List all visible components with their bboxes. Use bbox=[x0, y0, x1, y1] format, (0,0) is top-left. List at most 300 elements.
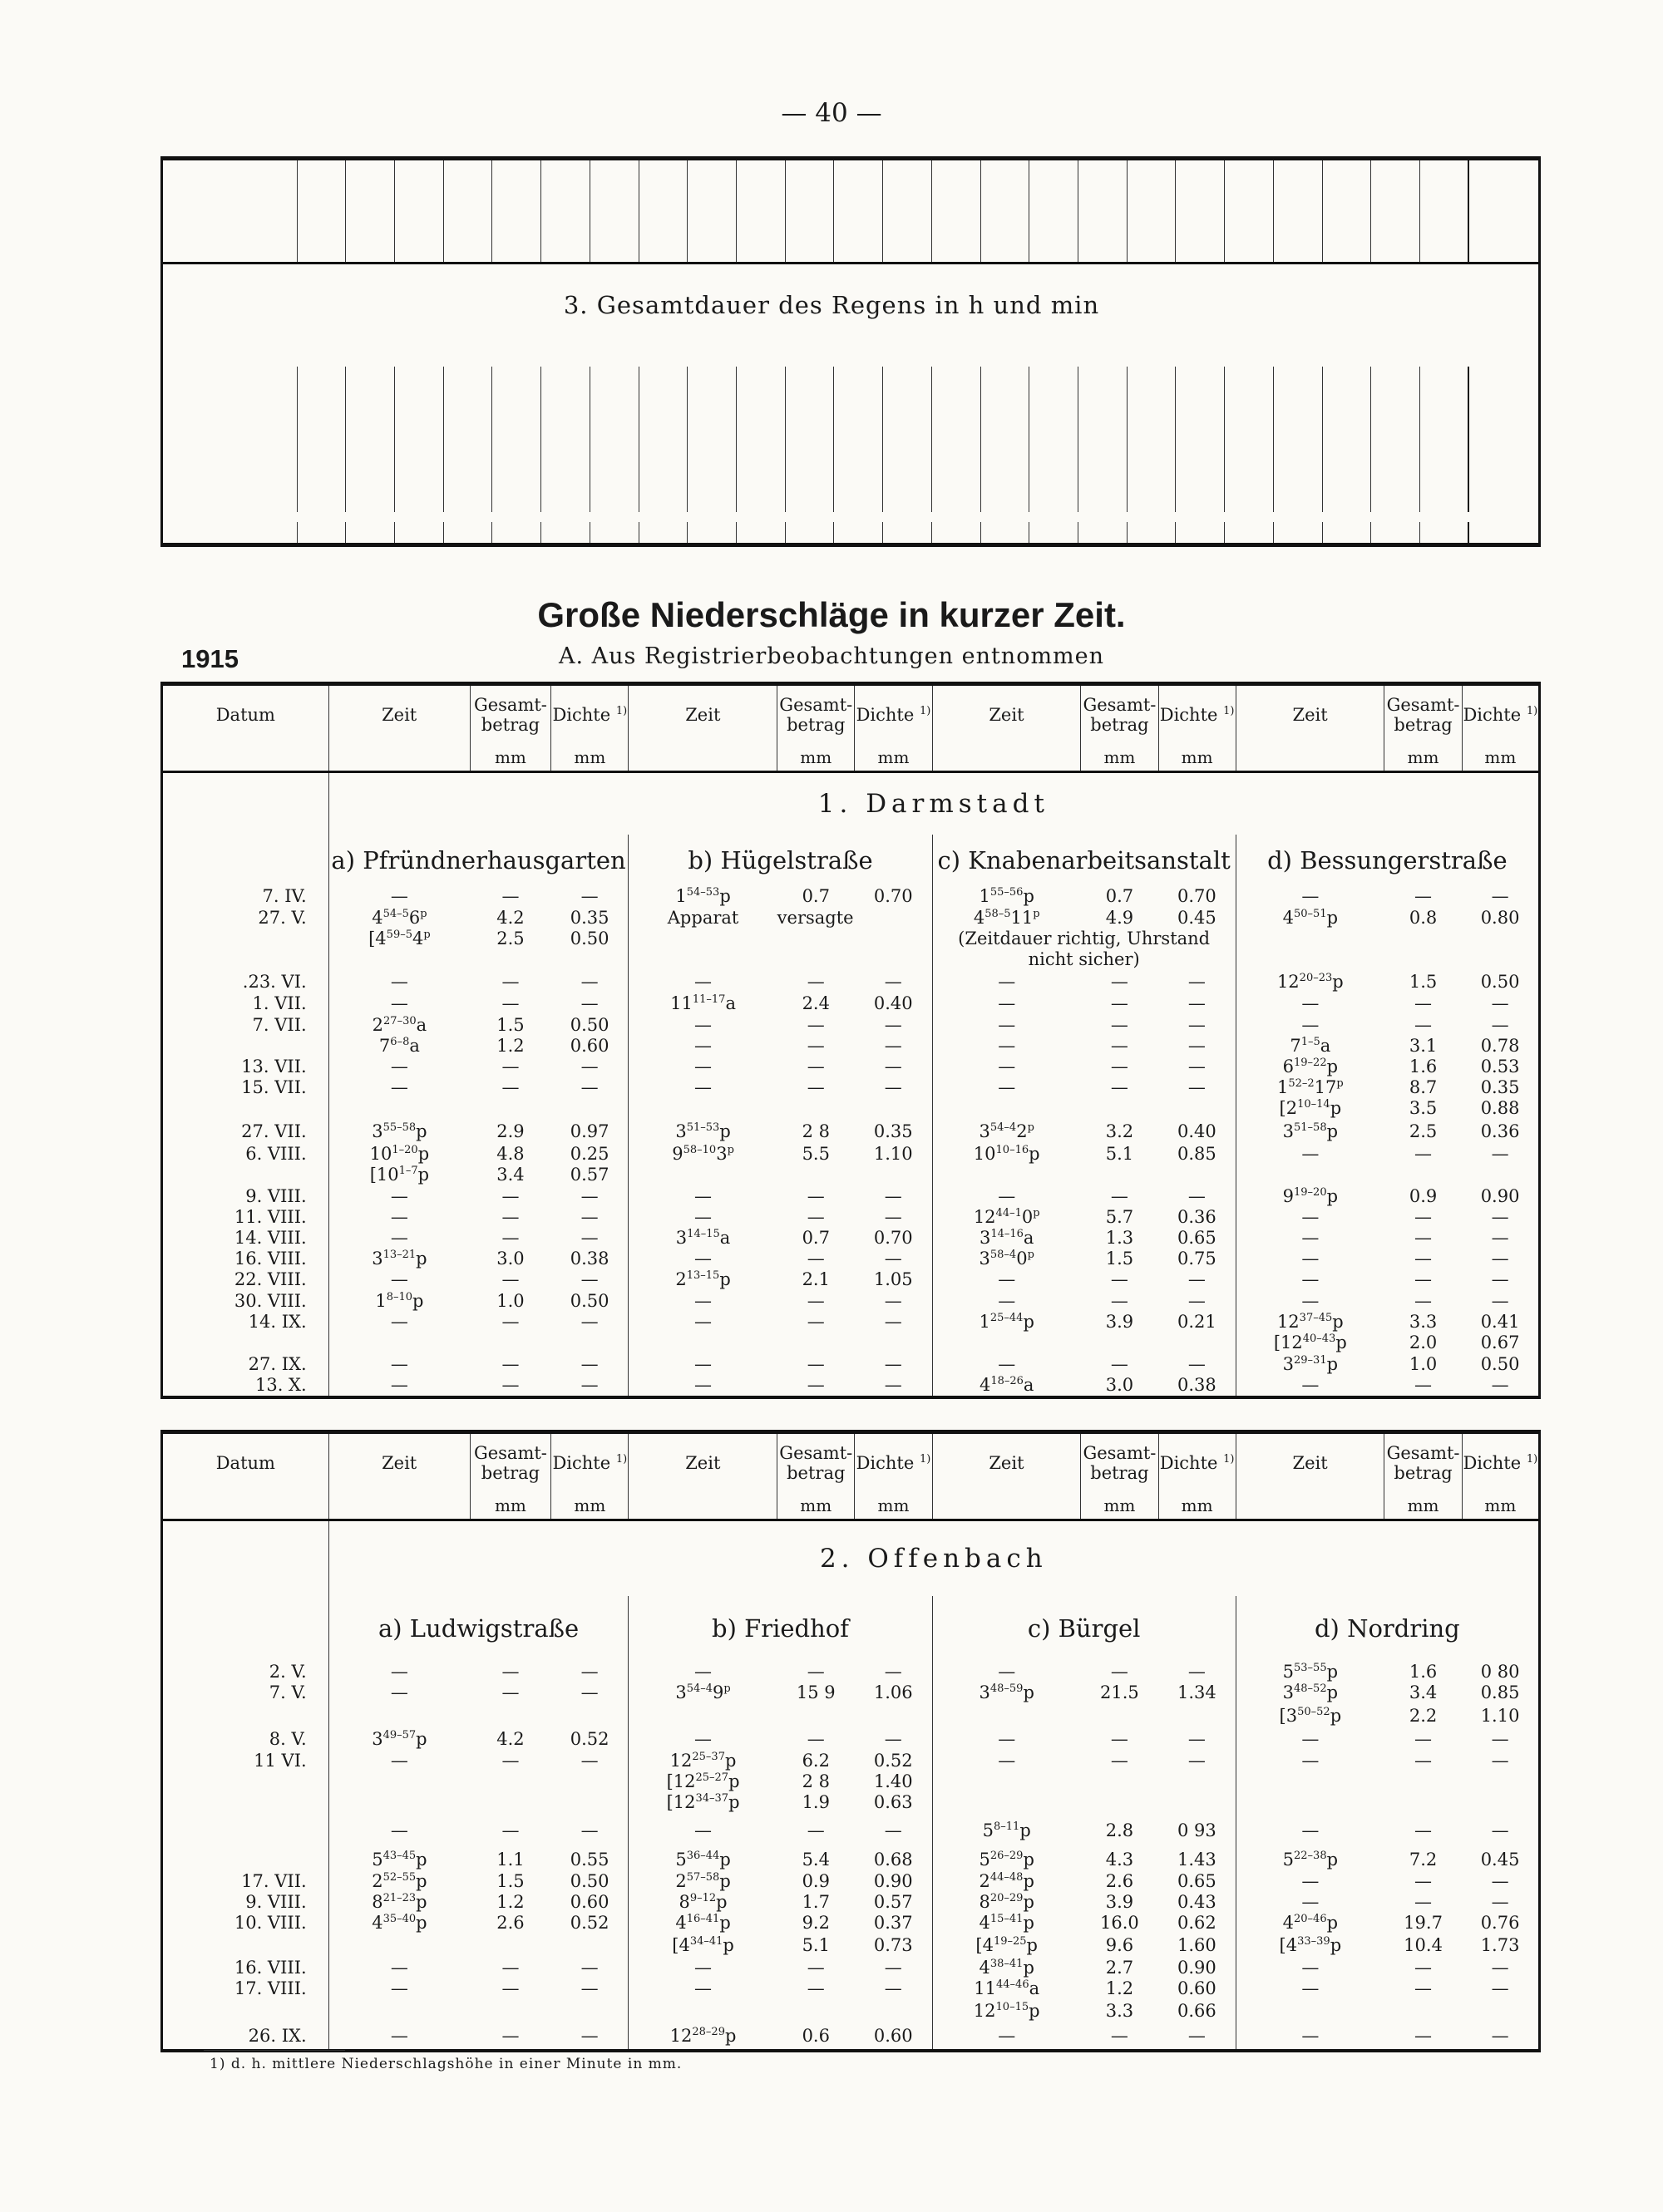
dichte-cell: 0.65 bbox=[1177, 1871, 1216, 1891]
betrag-cell bbox=[470, 1703, 551, 1728]
dichte-cell: 1.73 bbox=[1462, 1934, 1539, 1957]
dichte-cell bbox=[551, 1333, 629, 1353]
dichte-cell: 0.68 bbox=[873, 1849, 913, 1870]
value-cell bbox=[1127, 367, 1176, 387]
value-cell bbox=[297, 429, 346, 450]
value-cell bbox=[1420, 429, 1469, 450]
value-cell bbox=[443, 367, 492, 387]
zeit-cell: 5$^{22-38}$p bbox=[1236, 1848, 1384, 1871]
zeit-cell bbox=[932, 1792, 1081, 1813]
value-cell bbox=[1273, 367, 1322, 387]
dichte-cell: — bbox=[580, 1957, 599, 1978]
value-cell bbox=[1078, 491, 1128, 512]
betrag-unit: mm bbox=[777, 1492, 855, 1520]
value-cell bbox=[394, 522, 443, 545]
dichte-cell: 0.62 bbox=[1177, 1913, 1216, 1933]
dichte-cell: — bbox=[1462, 1144, 1539, 1165]
betrag-cell: 1.2 bbox=[1105, 1978, 1134, 1998]
dichte-cell: — bbox=[884, 1207, 902, 1227]
dichte-cell: — bbox=[1187, 1353, 1206, 1374]
zeit-cell: 5$^{36-44}$p bbox=[629, 1848, 777, 1871]
dichte-unit: mm bbox=[1158, 744, 1236, 772]
value-cell bbox=[737, 408, 786, 429]
dichte-cell: 1.34 bbox=[1177, 1682, 1216, 1702]
betrag-cell: 5.7 bbox=[1105, 1207, 1134, 1227]
sum-cell bbox=[1468, 470, 1539, 491]
zeit-cell: — bbox=[328, 970, 470, 993]
zeit-cell: 1$^{8-10}$p bbox=[328, 1290, 470, 1312]
zeit-cell: 8$^{9-12}$p bbox=[629, 1892, 777, 1913]
date-cell: 26. IX. bbox=[162, 2022, 329, 2051]
zeit-cell: 1$^{25-44}$p bbox=[932, 1312, 1081, 1333]
zeit-cell: [12$^{34-37}$p bbox=[629, 1792, 777, 1813]
value-cell bbox=[639, 387, 688, 408]
footnote: 1) d. h. mittlere Niederschlagshöhe in einer Minute in mm. bbox=[210, 2056, 683, 2072]
dichte-cell: 0.36 bbox=[1462, 1119, 1539, 1144]
data-row bbox=[162, 1661, 1540, 1682]
betrag-cell: — bbox=[501, 1661, 520, 1682]
zeit-cell bbox=[328, 1703, 470, 1728]
zeit-cell: [4$^{33-39}$p bbox=[1236, 1934, 1384, 1957]
zeit-cell: — bbox=[1236, 2022, 1384, 2051]
gesamtbetrag-header bbox=[777, 684, 855, 745]
dichte-cell: — bbox=[580, 1057, 599, 1076]
zeit-cell: — bbox=[932, 1353, 1081, 1375]
zeit-cell: — bbox=[1236, 1014, 1384, 1036]
zeit-cell: — bbox=[1236, 1144, 1384, 1165]
value-cell bbox=[980, 408, 1029, 429]
dichte-header bbox=[1158, 1432, 1236, 1493]
zeit-cell: 4$^{38-41}$p bbox=[932, 1957, 1081, 1978]
dichte-cell: — bbox=[1187, 1728, 1206, 1749]
gesamtbetrag-header bbox=[470, 684, 551, 745]
hour-header-cell bbox=[297, 159, 346, 264]
data-row bbox=[162, 1185, 1540, 1207]
dichte-cell: 0.38 bbox=[1158, 1375, 1236, 1397]
dichte-cell: — bbox=[884, 1957, 902, 1978]
footnote-rule bbox=[204, 2050, 345, 2051]
betrag-cell: — bbox=[470, 1375, 551, 1397]
zeit-cell: 3$^{48-52}$p bbox=[1236, 1682, 1384, 1703]
zeit-cell: 1$^{52-2}$17$^p$ bbox=[1236, 1077, 1384, 1098]
dichte-cell: — bbox=[1462, 1978, 1539, 1999]
betrag-cell: — bbox=[1384, 2022, 1462, 2051]
zeit-cell: — bbox=[1236, 1290, 1384, 1312]
zeit-cell: — bbox=[1236, 1978, 1384, 1999]
sum-header bbox=[1468, 159, 1539, 264]
zeit-cell: 9$^{19-20}$p bbox=[1236, 1185, 1384, 1207]
value-cell bbox=[1176, 450, 1225, 470]
hour-header-cell bbox=[541, 159, 590, 264]
value-cell bbox=[394, 470, 443, 491]
value-cell bbox=[1176, 387, 1225, 408]
betrag-cell: — bbox=[807, 1207, 825, 1227]
value-cell bbox=[1127, 450, 1176, 470]
value-cell bbox=[1127, 470, 1176, 491]
data-row bbox=[162, 1228, 1540, 1249]
dichte-cell: — bbox=[884, 1077, 902, 1097]
zeit-cell: 3$^{13-21}$p bbox=[328, 1249, 470, 1269]
gesamt-label: Gesamt- bbox=[473, 695, 547, 715]
dichte-cell: 0.66 bbox=[1177, 2000, 1216, 2021]
value-cell bbox=[639, 408, 688, 429]
dichte-cell: 0.43 bbox=[1177, 1892, 1216, 1912]
value-cell bbox=[394, 450, 443, 470]
betrag-cell: 16.0 bbox=[1100, 1913, 1139, 1933]
date-cell: 8. V. bbox=[162, 1728, 329, 1750]
dichte-cell: — bbox=[551, 1375, 629, 1397]
month-row bbox=[162, 429, 1540, 450]
dichte-cell bbox=[551, 1999, 629, 2022]
dichte-cell: — bbox=[580, 1353, 599, 1374]
zeit-cell: — bbox=[1236, 1269, 1384, 1290]
betrag-cell: 8.7 bbox=[1409, 1077, 1438, 1097]
dichte-cell: — bbox=[580, 971, 599, 992]
dichte-cell: 0 80 bbox=[1462, 1661, 1539, 1682]
betrag-cell: 2.4 bbox=[802, 993, 830, 1013]
zeit-unit-blank bbox=[328, 744, 470, 772]
zeit-cell: 3$^{49-57}$p bbox=[328, 1728, 470, 1750]
value-cell bbox=[785, 450, 834, 470]
value-cell bbox=[1420, 522, 1469, 545]
zeit-cell bbox=[328, 1333, 470, 1353]
value-cell bbox=[541, 450, 590, 470]
value-cell bbox=[297, 408, 346, 429]
value-cell bbox=[737, 429, 786, 450]
zeit-cell: 3$^{48-59}$p bbox=[932, 1682, 1081, 1703]
zeit-cell: — bbox=[932, 2022, 1081, 2051]
dichte-cell: 0.53 bbox=[1462, 1057, 1539, 1077]
value-cell bbox=[1371, 522, 1420, 545]
betrag-cell: — bbox=[501, 1957, 520, 1978]
zeit-cell: [2$^{10-14}$p bbox=[1236, 1098, 1384, 1119]
hour-header-cell bbox=[1420, 159, 1469, 264]
value-cell bbox=[688, 408, 737, 429]
zeit-cell: — bbox=[932, 1728, 1081, 1750]
zeit-cell: 3$^{14-16}$a bbox=[932, 1228, 1081, 1249]
location-title: 1. Darmstadt bbox=[328, 772, 1539, 835]
data-row bbox=[162, 929, 1540, 949]
value-cell bbox=[590, 522, 639, 545]
date-cell: 16. VIII. bbox=[162, 1957, 329, 1978]
dichte-header bbox=[551, 684, 629, 745]
zeit-cell bbox=[932, 1771, 1081, 1792]
dichte-cell: 0.55 bbox=[570, 1849, 609, 1870]
value-cell bbox=[1029, 470, 1078, 491]
dichte-cell: 0.90 bbox=[1177, 1957, 1216, 1978]
zeit-cell: 12$^{44-1}$0$^p$ bbox=[932, 1207, 1081, 1228]
dichte-cell: — bbox=[884, 1820, 902, 1840]
value-cell bbox=[931, 470, 980, 491]
dichte-cell: 0.52 bbox=[570, 1728, 609, 1749]
betrag-cell: 1.5 bbox=[496, 1014, 525, 1035]
dichte-unit: mm bbox=[855, 1492, 932, 1520]
betrag-cell: 2.1 bbox=[802, 1269, 830, 1289]
dichte-cell bbox=[855, 1333, 932, 1353]
zeit-cell: 4$^{54-5}$6$^p$ bbox=[328, 907, 470, 929]
value-cell bbox=[1420, 387, 1469, 408]
betrag-cell: — bbox=[1110, 1728, 1128, 1749]
value-cell bbox=[1273, 408, 1322, 429]
betrag-cell: 2 8 bbox=[802, 1771, 830, 1791]
value-cell bbox=[346, 387, 395, 408]
betrag-cell: 2.9 bbox=[496, 1121, 525, 1141]
betrag-cell: 3.5 bbox=[1409, 1098, 1438, 1118]
value-cell bbox=[346, 408, 395, 429]
value-cell bbox=[834, 429, 883, 450]
betrag-cell: — bbox=[1414, 1892, 1433, 1912]
dichte-cell: — bbox=[1462, 1249, 1539, 1269]
hour-header-cell bbox=[639, 159, 688, 264]
dichte-cell: — bbox=[1462, 1813, 1539, 1848]
value-cell bbox=[346, 450, 395, 470]
betrag-cell: — bbox=[1414, 886, 1433, 906]
betrag-cell: 9.2 bbox=[802, 1913, 830, 1933]
betrag-cell: 1.2 bbox=[496, 1892, 525, 1912]
data-row bbox=[162, 1957, 1540, 1978]
dichte-cell: 0.75 bbox=[1177, 1249, 1216, 1269]
dichte-cell: 0.40 bbox=[1177, 1121, 1216, 1141]
zeit-cell bbox=[932, 1098, 1081, 1119]
sub-title: A. Aus Registrierbeobachtungen entnommen bbox=[558, 643, 1105, 669]
value-cell bbox=[1078, 387, 1128, 408]
value-cell bbox=[1176, 491, 1225, 512]
value-cell bbox=[883, 470, 932, 491]
hour-header-cell bbox=[1371, 159, 1420, 264]
date-cell: 14. VIII. bbox=[162, 1228, 329, 1249]
footnote-mark: 1) bbox=[615, 705, 628, 717]
value-cell bbox=[834, 522, 883, 545]
value-cell bbox=[394, 491, 443, 512]
dichte-cell: 0.90 bbox=[873, 1871, 913, 1891]
value-cell bbox=[346, 522, 395, 545]
value-cell bbox=[346, 429, 395, 450]
date-cell bbox=[162, 1098, 329, 1119]
value-cell bbox=[931, 491, 980, 512]
value-cell bbox=[1029, 387, 1078, 408]
dichte-label: Dichte bbox=[856, 705, 915, 725]
hour-header-cell bbox=[785, 159, 834, 264]
zeit-cell: 11$^{44-46}$a bbox=[932, 1978, 1081, 1999]
hour-header-cell bbox=[1273, 159, 1322, 264]
betrag-label: betrag bbox=[481, 715, 540, 735]
zeit-cell: — bbox=[629, 1185, 777, 1207]
dichte-cell: — bbox=[1187, 1036, 1206, 1056]
dichte-cell: 0.50 bbox=[570, 1290, 609, 1311]
value-cell bbox=[785, 429, 834, 450]
hour-header-cell bbox=[590, 159, 639, 264]
zeit-cell: 11$^{11-17}$a bbox=[629, 993, 777, 1014]
dichte-cell: 0.70 bbox=[873, 1228, 913, 1248]
value-cell bbox=[1322, 367, 1371, 387]
zeit-cell: — bbox=[1236, 993, 1384, 1014]
zeit-cell: — bbox=[932, 970, 1081, 993]
betrag-cell bbox=[777, 1999, 855, 2022]
betrag-cell: 2.7 bbox=[1105, 1957, 1134, 1978]
value-cell bbox=[1371, 387, 1420, 408]
zeit-cell: [3$^{50-52}$p bbox=[1236, 1703, 1384, 1728]
value-cell bbox=[492, 450, 541, 470]
dichte-cell bbox=[855, 929, 932, 949]
zeit-cell: — bbox=[1236, 1249, 1384, 1269]
value-cell bbox=[492, 367, 541, 387]
date-cell: 16. VIII. bbox=[162, 1249, 329, 1269]
value-cell bbox=[931, 429, 980, 450]
gesamtbetrag-header bbox=[1384, 1432, 1462, 1493]
value-cell bbox=[492, 470, 541, 491]
note-cell: versagte bbox=[777, 907, 854, 928]
value-cell bbox=[883, 522, 932, 545]
total-row bbox=[162, 522, 1540, 545]
zeit-cell bbox=[932, 1333, 1081, 1353]
dichte-cell: 0.45 bbox=[1462, 1848, 1539, 1871]
zeit-cell bbox=[629, 1098, 777, 1119]
zeit-header: Zeit bbox=[1236, 684, 1384, 745]
zeit-unit-blank bbox=[1236, 744, 1384, 772]
date-cell bbox=[162, 1703, 329, 1728]
value-cell bbox=[737, 450, 786, 470]
value-cell bbox=[785, 408, 834, 429]
betrag-cell bbox=[1384, 1165, 1462, 1185]
date-cell: 30. VIII. bbox=[162, 1290, 329, 1312]
dichte-cell: 0.45 bbox=[1177, 907, 1216, 928]
zeit-cell: 3$^{29-31}$p bbox=[1236, 1353, 1384, 1375]
dichte-cell: — bbox=[1187, 1290, 1206, 1311]
value-cell bbox=[1225, 429, 1274, 450]
zeit-cell: [10$^{1-7}$p bbox=[328, 1165, 470, 1185]
sum-cell bbox=[1468, 408, 1539, 429]
dichte-cell: — bbox=[1187, 1661, 1206, 1682]
value-cell bbox=[1078, 450, 1128, 470]
betrag-cell: — bbox=[807, 1353, 825, 1374]
zeit-cell: [4$^{59-5}$4$^p$ bbox=[328, 929, 470, 949]
zeit-cell: — bbox=[932, 1036, 1081, 1057]
betrag-cell: 1.2 bbox=[496, 1036, 525, 1056]
zeit-cell: 1$^{54-53}$p bbox=[629, 886, 777, 907]
betrag-cell: 0.7 bbox=[1105, 886, 1134, 906]
value-cell bbox=[737, 367, 786, 387]
date-cell: 7. IV. bbox=[162, 886, 329, 907]
dichte-cell: 0.38 bbox=[570, 1249, 609, 1269]
dichte-cell: 0.57 bbox=[570, 1165, 609, 1185]
datum-blank bbox=[162, 1596, 329, 1661]
zeit-cell: — bbox=[328, 1269, 470, 1290]
zeit-cell bbox=[328, 1771, 470, 1792]
betrag-cell: 2.5 bbox=[1409, 1121, 1438, 1141]
data-row bbox=[162, 1999, 1540, 2022]
value-cell bbox=[688, 450, 737, 470]
value-cell bbox=[785, 367, 834, 387]
value-cell bbox=[1322, 450, 1371, 470]
value-cell bbox=[1029, 491, 1078, 512]
betrag-cell bbox=[1081, 1165, 1158, 1185]
data-row bbox=[162, 1207, 1540, 1228]
zeit-cell bbox=[1236, 1771, 1384, 1792]
footnote-mark: 1) bbox=[1526, 1453, 1538, 1466]
date-cell: 9. VIII. bbox=[162, 1185, 329, 1207]
dichte-cell: 0.50 bbox=[1462, 1353, 1539, 1375]
dichte-cell: — bbox=[884, 1728, 902, 1749]
betrag-cell: — bbox=[1414, 1228, 1433, 1248]
zeit-cell: 3$^{14-15}$a bbox=[629, 1228, 777, 1249]
value-cell bbox=[443, 387, 492, 408]
value-cell bbox=[1127, 429, 1176, 450]
zeit-cell bbox=[328, 949, 470, 970]
betrag-cell: 3.9 bbox=[1105, 1892, 1134, 1912]
dichte-cell bbox=[1158, 1703, 1236, 1728]
value-cell bbox=[980, 470, 1029, 491]
betrag-cell: 10.4 bbox=[1404, 1934, 1443, 1955]
zeit-cell bbox=[629, 929, 777, 949]
data-row bbox=[162, 1333, 1540, 1353]
dichte-cell: 0.50 bbox=[570, 929, 609, 948]
zeit-cell: 12$^{20-23}$p bbox=[1236, 970, 1384, 993]
zeit-cell: 2$^{27-30}$a bbox=[328, 1014, 470, 1036]
zeit-cell: — bbox=[328, 1957, 470, 1978]
dichte-cell: 0.85 bbox=[1462, 1682, 1539, 1703]
dichte-cell bbox=[1158, 1098, 1236, 1119]
datum-blank bbox=[162, 835, 329, 886]
hour-header-cell bbox=[883, 159, 932, 264]
betrag-cell: 9.6 bbox=[1105, 1934, 1134, 1955]
dichte-label: Dichte bbox=[856, 1453, 915, 1473]
gesamtbetrag-header bbox=[1081, 684, 1158, 745]
betrag-cell: — bbox=[501, 1269, 520, 1289]
zeit-cell: — bbox=[328, 1682, 470, 1703]
betrag-label: betrag bbox=[481, 1463, 540, 1483]
date-cell: 2. V. bbox=[162, 1661, 329, 1682]
footnote-mark: 1) bbox=[1223, 1453, 1235, 1466]
betrag-cell: 21.5 bbox=[1100, 1682, 1139, 1702]
betrag-cell bbox=[1384, 929, 1462, 949]
betrag-cell: 2.5 bbox=[496, 929, 525, 948]
dichte-cell: — bbox=[580, 1269, 599, 1289]
betrag-cell bbox=[470, 1792, 551, 1813]
betrag-cell: — bbox=[501, 886, 520, 906]
dichte-cell: — bbox=[580, 993, 599, 1013]
datum-header: Datum bbox=[162, 684, 329, 745]
hour-header-cell bbox=[346, 159, 395, 264]
betrag-cell: — bbox=[807, 1290, 825, 1311]
zeit-cell bbox=[1236, 1792, 1384, 1813]
dichte-cell: — bbox=[580, 1207, 599, 1227]
year-header bbox=[162, 159, 298, 264]
zeit-cell: [4$^{19-25}$p bbox=[932, 1934, 1081, 1957]
zeit-cell: — bbox=[932, 1057, 1081, 1077]
dichte-cell: — bbox=[1462, 1728, 1539, 1750]
betrag-cell: 1.9 bbox=[802, 1792, 830, 1812]
data-row bbox=[162, 1269, 1540, 1290]
zeit-cell: — bbox=[932, 1661, 1081, 1682]
zeit-cell bbox=[328, 1934, 470, 1957]
value-cell bbox=[639, 367, 688, 387]
dichte-cell: 1.05 bbox=[873, 1269, 913, 1289]
betrag-cell: 2 8 bbox=[802, 1121, 830, 1141]
betrag-cell: — bbox=[501, 1207, 520, 1227]
zeit-cell: 10$^{1-20}$p bbox=[328, 1144, 470, 1165]
value-cell bbox=[297, 450, 346, 470]
value-cell bbox=[1225, 491, 1274, 512]
darmstadt-table bbox=[160, 682, 1541, 1399]
betrag-cell: 5.1 bbox=[802, 1934, 830, 1955]
value-cell bbox=[1273, 450, 1322, 470]
dichte-cell: 0.80 bbox=[1462, 907, 1539, 929]
gesamt-label: Gesamt- bbox=[1083, 1443, 1157, 1463]
date-cell: 7. VII. bbox=[162, 1014, 329, 1036]
zeit-cell: — bbox=[932, 1750, 1081, 1771]
value-cell bbox=[1225, 470, 1274, 491]
dichte-cell: — bbox=[580, 886, 599, 906]
